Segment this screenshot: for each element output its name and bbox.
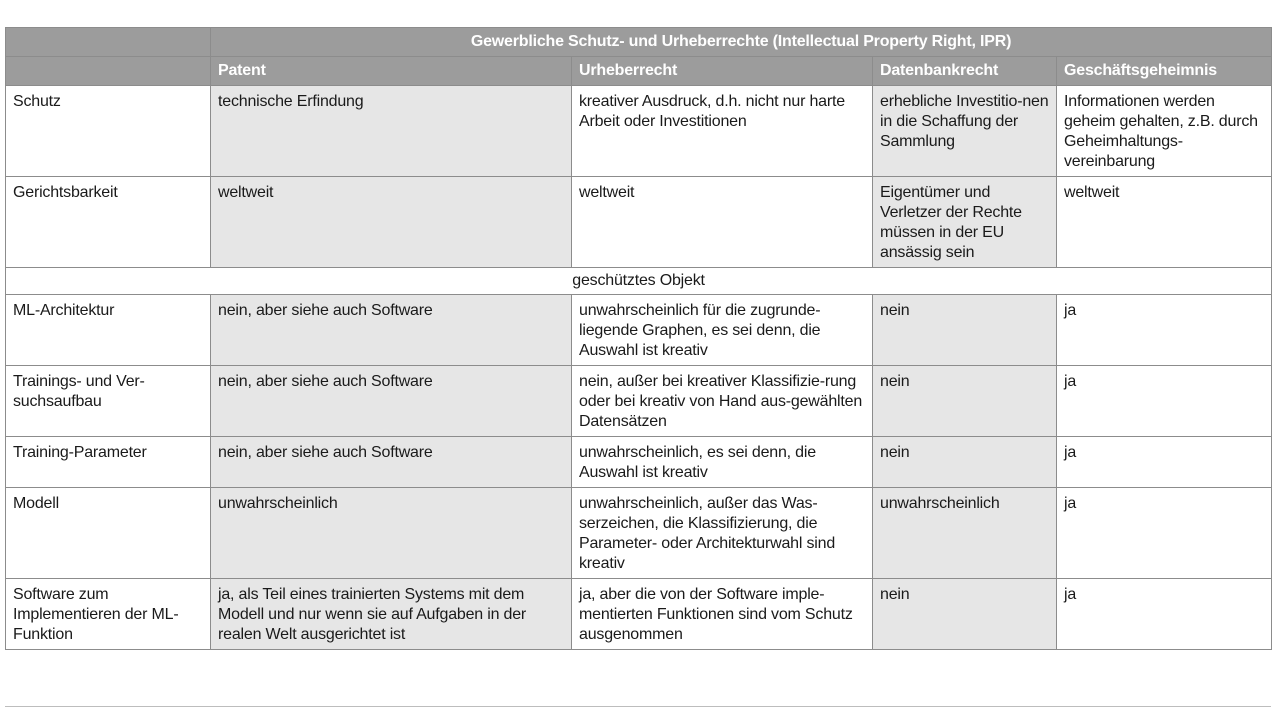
table-row (6, 488, 1272, 579)
table-cell: weltweit (211, 177, 572, 268)
table-cell: Eigentümer und Verletzer der Rechte müssen in der EU ansässig sein (873, 177, 1057, 268)
table-row (6, 86, 1272, 177)
row-label: Gerichtsbarkeit (6, 177, 211, 268)
table-cell: unwahrscheinlich (873, 488, 1057, 579)
table-cell: nein, außer bei kreativer Klassifizie-rung oder bei kreativ von Hand aus-gewählten Datensätzen (572, 366, 873, 437)
row-label: Software zum Implementieren der ML-Funktion (6, 579, 211, 650)
table-cell: nein (873, 366, 1057, 437)
table-cell: nein (873, 579, 1057, 650)
row-label: Modell (6, 488, 211, 579)
table-cell: ja (1057, 579, 1272, 650)
group-header: Gewerbliche Schutz- und Urheberrechte (Intellectual Property Right, IPR) (211, 28, 1272, 57)
table-cell: ja (1057, 488, 1272, 579)
row-label: Schutz (6, 86, 211, 177)
table-cell: ja (1057, 295, 1272, 366)
table-cell: Informationen werden geheim gehalten, z.B. durch Geheimhaltungs-vereinbarung (1057, 86, 1272, 177)
bottom-rule (5, 706, 1271, 707)
table-cell: weltweit (1057, 177, 1272, 268)
corner-cell (6, 28, 211, 57)
ipr-comparison-table (5, 27, 1272, 650)
table-cell: nein, aber siehe auch Software (211, 295, 572, 366)
group-header-row (6, 28, 1272, 57)
table-cell: nein (873, 437, 1057, 488)
row-label: ML-Architektur (6, 295, 211, 366)
column-header-patent: Patent (211, 57, 572, 86)
table-cell: unwahrscheinlich, es sei denn, die Auswahl ist kreativ (572, 437, 873, 488)
row-label: Trainings- und Ver-suchsaufbau (6, 366, 211, 437)
table-cell: nein, aber siehe auch Software (211, 437, 572, 488)
table-cell: ja (1057, 366, 1272, 437)
table-cell: unwahrscheinlich, außer das Was-serzeichen, die Klassifizierung, die Parameter- oder Architekturwahl sind kreativ (572, 488, 873, 579)
column-header-row (6, 57, 1272, 86)
table-cell: erhebliche Investitio-nen in die Schaffung der Sammlung (873, 86, 1057, 177)
section-label: geschütztes Objekt (6, 268, 1272, 295)
column-header-urheberrecht: Urheberrecht (572, 57, 873, 86)
table-cell: ja, als Teil eines trainierten Systems mit dem Modell und nur wenn sie auf Aufgaben in der realen Welt ausgerichtet ist (211, 579, 572, 650)
table-cell: unwahrscheinlich (211, 488, 572, 579)
table-row (6, 295, 1272, 366)
table-cell: ja (1057, 437, 1272, 488)
section-row (6, 268, 1272, 295)
table-cell: nein (873, 295, 1057, 366)
table-row (6, 579, 1272, 650)
table-cell: kreativer Ausdruck, d.h. nicht nur harte Arbeit oder Investitionen (572, 86, 873, 177)
table-cell: nein, aber siehe auch Software (211, 366, 572, 437)
column-header-empty (6, 57, 211, 86)
table-row (6, 366, 1272, 437)
table-cell: unwahrscheinlich für die zugrunde-liegende Graphen, es sei denn, die Auswahl ist kreativ (572, 295, 873, 366)
table-cell: weltweit (572, 177, 873, 268)
column-header-geschaeftsgeheimnis: Geschäftsgeheimnis (1057, 57, 1272, 86)
table-cell: technische Erfindung (211, 86, 572, 177)
table-cell: ja, aber die von der Software imple-mentierten Funktionen sind vom Schutz ausgenommen (572, 579, 873, 650)
column-header-datenbankrecht: Datenbankrecht (873, 57, 1057, 86)
table-row (6, 177, 1272, 268)
row-label: Training-Parameter (6, 437, 211, 488)
ipr-comparison-table-container (5, 27, 1271, 650)
table-row (6, 437, 1272, 488)
